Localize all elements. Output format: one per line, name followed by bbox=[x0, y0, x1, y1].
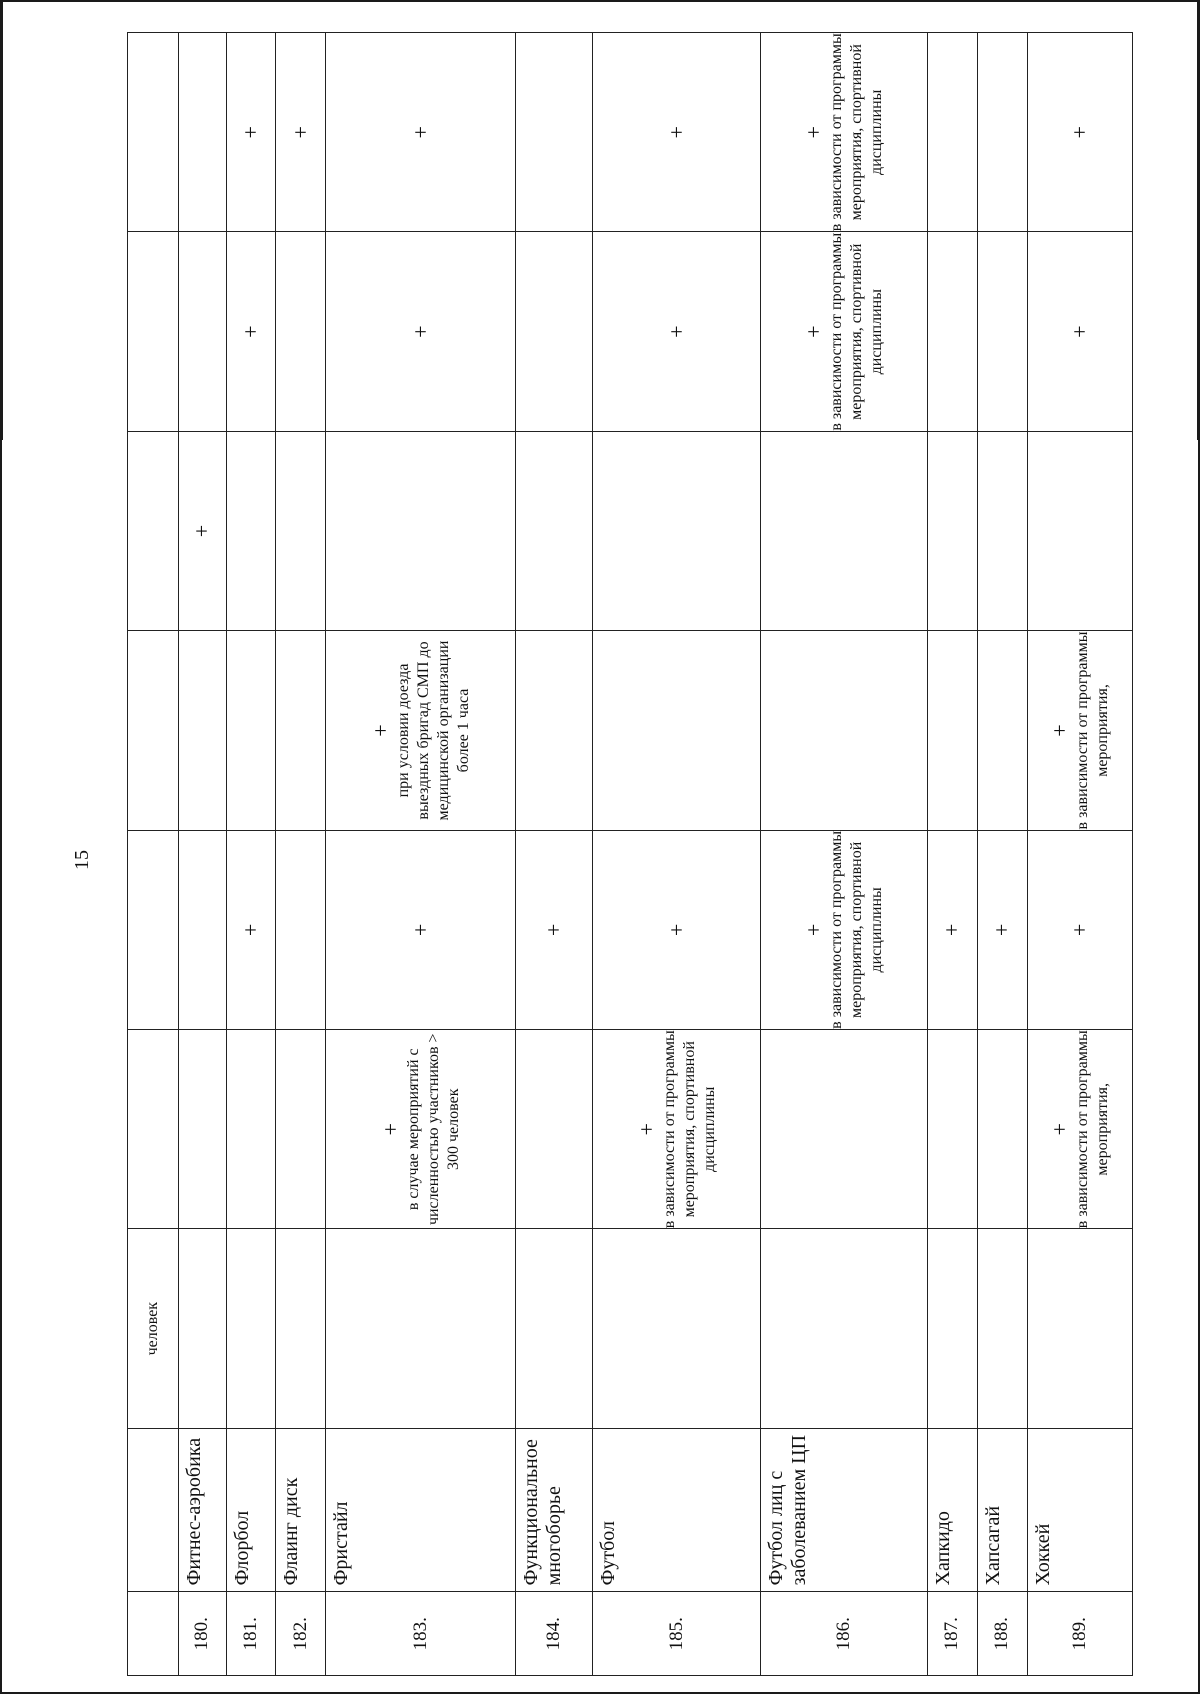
plus-mark: + bbox=[663, 325, 689, 338]
cell-col-2 bbox=[593, 1030, 760, 1229]
table-row bbox=[515, 33, 593, 1676]
plus-mark: + bbox=[238, 923, 264, 937]
cell-col-6 bbox=[760, 232, 927, 431]
cell-col-2 bbox=[1027, 1030, 1132, 1229]
condition-note: при условии доезда выездных бригад СМП до медицинской организации более 1 часа bbox=[394, 640, 472, 821]
sport-name: Флаинг диск bbox=[276, 1428, 326, 1592]
cell-col-7 bbox=[178, 33, 226, 233]
cell-col-4 bbox=[326, 631, 515, 830]
table-row bbox=[276, 33, 326, 1676]
row-number: 183. bbox=[326, 1592, 515, 1676]
cell-col-1 bbox=[178, 1229, 226, 1428]
table-row bbox=[977, 33, 1027, 1676]
plus-mark: + bbox=[663, 923, 689, 937]
sport-name: Фитнес-аэробика bbox=[178, 1428, 226, 1592]
cell-col-3 bbox=[1027, 830, 1132, 1029]
cell-col-4 bbox=[593, 631, 760, 830]
plus-mark: + bbox=[238, 126, 264, 139]
cell-col-2 bbox=[927, 1030, 977, 1229]
cell-col-4 bbox=[515, 631, 593, 830]
cell-col-6 bbox=[226, 232, 276, 431]
rotated-table-container bbox=[127, 32, 1133, 1676]
row-number: 180. bbox=[178, 1592, 226, 1676]
plus-mark: + bbox=[541, 923, 567, 937]
cell-col-4 bbox=[178, 631, 226, 830]
sport-name: Фристайл bbox=[326, 1428, 515, 1592]
cell-col-3 bbox=[515, 830, 593, 1029]
cell-col-6 bbox=[927, 232, 977, 431]
cell-name bbox=[128, 1428, 179, 1592]
row-number: 188. bbox=[977, 1592, 1027, 1676]
row-number: 189. bbox=[1027, 1592, 1132, 1676]
plus-mark: + bbox=[800, 325, 826, 338]
cell-col-4 bbox=[276, 631, 326, 830]
cell-col-6 bbox=[593, 232, 760, 431]
plus-mark: + bbox=[1066, 325, 1092, 338]
cell-col-4 bbox=[977, 631, 1027, 830]
sports-medical-table bbox=[127, 32, 1133, 1676]
row-number: 181. bbox=[226, 1592, 276, 1676]
cell-col-7 bbox=[515, 33, 593, 233]
cell-col-1 bbox=[515, 1229, 593, 1428]
left-edge-mark bbox=[0, 0, 3, 440]
cell-col-6 bbox=[276, 232, 326, 431]
cell-col-1 bbox=[326, 1229, 515, 1428]
plus-mark: + bbox=[989, 923, 1015, 937]
plus-mark: + bbox=[939, 923, 965, 937]
cell-col-3 bbox=[326, 830, 515, 1029]
table-row bbox=[593, 33, 760, 1676]
cell-col-7 bbox=[226, 33, 276, 233]
plus-mark: + bbox=[407, 325, 433, 338]
plus-mark: + bbox=[1066, 923, 1092, 937]
cell-col-2 bbox=[515, 1030, 593, 1229]
cell-col-5 bbox=[226, 431, 276, 630]
cell-col-6 bbox=[515, 232, 593, 431]
row-number: 182. bbox=[276, 1592, 326, 1676]
condition-note: в зависимости от программы мероприятия, bbox=[1073, 1030, 1111, 1229]
plus-mark: + bbox=[287, 126, 313, 139]
cell-col-4 bbox=[226, 631, 276, 830]
cell-col-6 bbox=[178, 232, 226, 431]
condition-note: в зависимости от программы мероприятия, спортивной дисциплины bbox=[660, 1030, 718, 1229]
cell-col-6 bbox=[977, 232, 1027, 431]
cell-col-2 bbox=[760, 1030, 927, 1229]
cell-col-7 bbox=[276, 33, 326, 233]
cell-col-7 bbox=[1027, 33, 1132, 233]
cell-col-1 bbox=[593, 1229, 760, 1428]
cell-col-7 bbox=[977, 33, 1027, 233]
table-row bbox=[178, 33, 226, 1676]
cell-col-7 bbox=[326, 33, 515, 233]
condition-note: в зависимости от программы мероприятия, спортивной дисциплины bbox=[827, 33, 885, 232]
sport-name: Хапкидо bbox=[927, 1428, 977, 1592]
sport-name: Хапсагай bbox=[977, 1428, 1027, 1592]
plus-mark: + bbox=[1046, 724, 1072, 737]
cell-col-2 bbox=[276, 1030, 326, 1229]
plus-mark: + bbox=[377, 1123, 403, 1136]
cell-col-3 bbox=[760, 830, 927, 1029]
cell-col-3 bbox=[927, 830, 977, 1029]
cell-col-3 bbox=[226, 830, 276, 1029]
condition-note: в случае мероприятий с численностью участников > 300 человек bbox=[404, 1033, 462, 1226]
cell-col-5 bbox=[515, 431, 593, 630]
plus-mark: + bbox=[633, 1123, 659, 1136]
cell-col-4 bbox=[927, 631, 977, 830]
cell-col-5 bbox=[326, 431, 515, 630]
sport-name: Функциональное многоборье bbox=[515, 1428, 593, 1592]
cell-col-1 bbox=[1027, 1229, 1132, 1428]
sport-name: Футбол bbox=[593, 1428, 760, 1592]
condition-note: в зависимости от программы мероприятия, спортивной дисциплины bbox=[827, 830, 885, 1029]
sport-name: Хоккей bbox=[1027, 1428, 1132, 1592]
cell-col-1 bbox=[276, 1229, 326, 1428]
table-row bbox=[326, 33, 515, 1676]
table-row bbox=[1027, 33, 1132, 1676]
condition-note: в зависимости от программы мероприятия, bbox=[1073, 631, 1111, 830]
cell-col-2 bbox=[178, 1030, 226, 1229]
cell-col-1 bbox=[977, 1229, 1027, 1428]
row-number: 185. bbox=[593, 1592, 760, 1676]
plus-mark: + bbox=[1066, 126, 1092, 139]
cell-col-1 bbox=[760, 1229, 927, 1428]
cell-col-3 bbox=[593, 830, 760, 1029]
table-row bbox=[760, 33, 927, 1676]
cell-top-note: человек bbox=[128, 1229, 179, 1428]
plus-mark: + bbox=[189, 524, 215, 538]
cell-col-5 bbox=[927, 431, 977, 630]
plus-mark: + bbox=[800, 923, 826, 937]
continuation-row bbox=[128, 33, 179, 1676]
plus-mark: + bbox=[1046, 1123, 1072, 1136]
cell-col-2 bbox=[326, 1030, 515, 1229]
cell-col-6 bbox=[326, 232, 515, 431]
table-row bbox=[927, 33, 977, 1676]
cell-col-7 bbox=[760, 33, 927, 233]
row-number: 184. bbox=[515, 1592, 593, 1676]
cell-col-2 bbox=[226, 1030, 276, 1229]
plus-mark: + bbox=[663, 126, 689, 139]
table-body bbox=[178, 33, 1132, 1676]
cell-col-3 bbox=[977, 830, 1027, 1029]
cell-col-5 bbox=[178, 431, 226, 630]
condition-note: в зависимости от программы мероприятия, спортивной дисциплины bbox=[827, 232, 885, 431]
cell-col-4 bbox=[1027, 631, 1132, 830]
cell-col-5 bbox=[276, 431, 326, 630]
cell-col-5 bbox=[760, 431, 927, 630]
cell-col-7 bbox=[593, 33, 760, 233]
cell-col-7 bbox=[927, 33, 977, 233]
plus-mark: + bbox=[238, 325, 264, 338]
cell-col-5 bbox=[593, 431, 760, 630]
plus-mark: + bbox=[407, 126, 433, 139]
cell-col-6 bbox=[1027, 232, 1132, 431]
sport-name: Флорбол bbox=[226, 1428, 276, 1592]
cell-col-1 bbox=[226, 1229, 276, 1428]
cell-col-3 bbox=[178, 830, 226, 1029]
row-number: 186. bbox=[760, 1592, 927, 1676]
cell-col-2 bbox=[977, 1030, 1027, 1229]
cell-col-1 bbox=[927, 1229, 977, 1428]
plus-mark: + bbox=[367, 724, 393, 737]
cell-col-5 bbox=[977, 431, 1027, 630]
table-row bbox=[226, 33, 276, 1676]
row-number: 187. bbox=[927, 1592, 977, 1676]
plus-mark: + bbox=[800, 126, 826, 139]
cell-num bbox=[128, 1592, 179, 1676]
cell-col-4 bbox=[760, 631, 927, 830]
cell-col-3 bbox=[276, 830, 326, 1029]
sport-name: Футбол лиц с заболеванием ЦП bbox=[760, 1428, 927, 1592]
cell-col-5 bbox=[1027, 431, 1132, 630]
plus-mark: + bbox=[407, 923, 433, 937]
page-number: 15 bbox=[71, 850, 93, 870]
